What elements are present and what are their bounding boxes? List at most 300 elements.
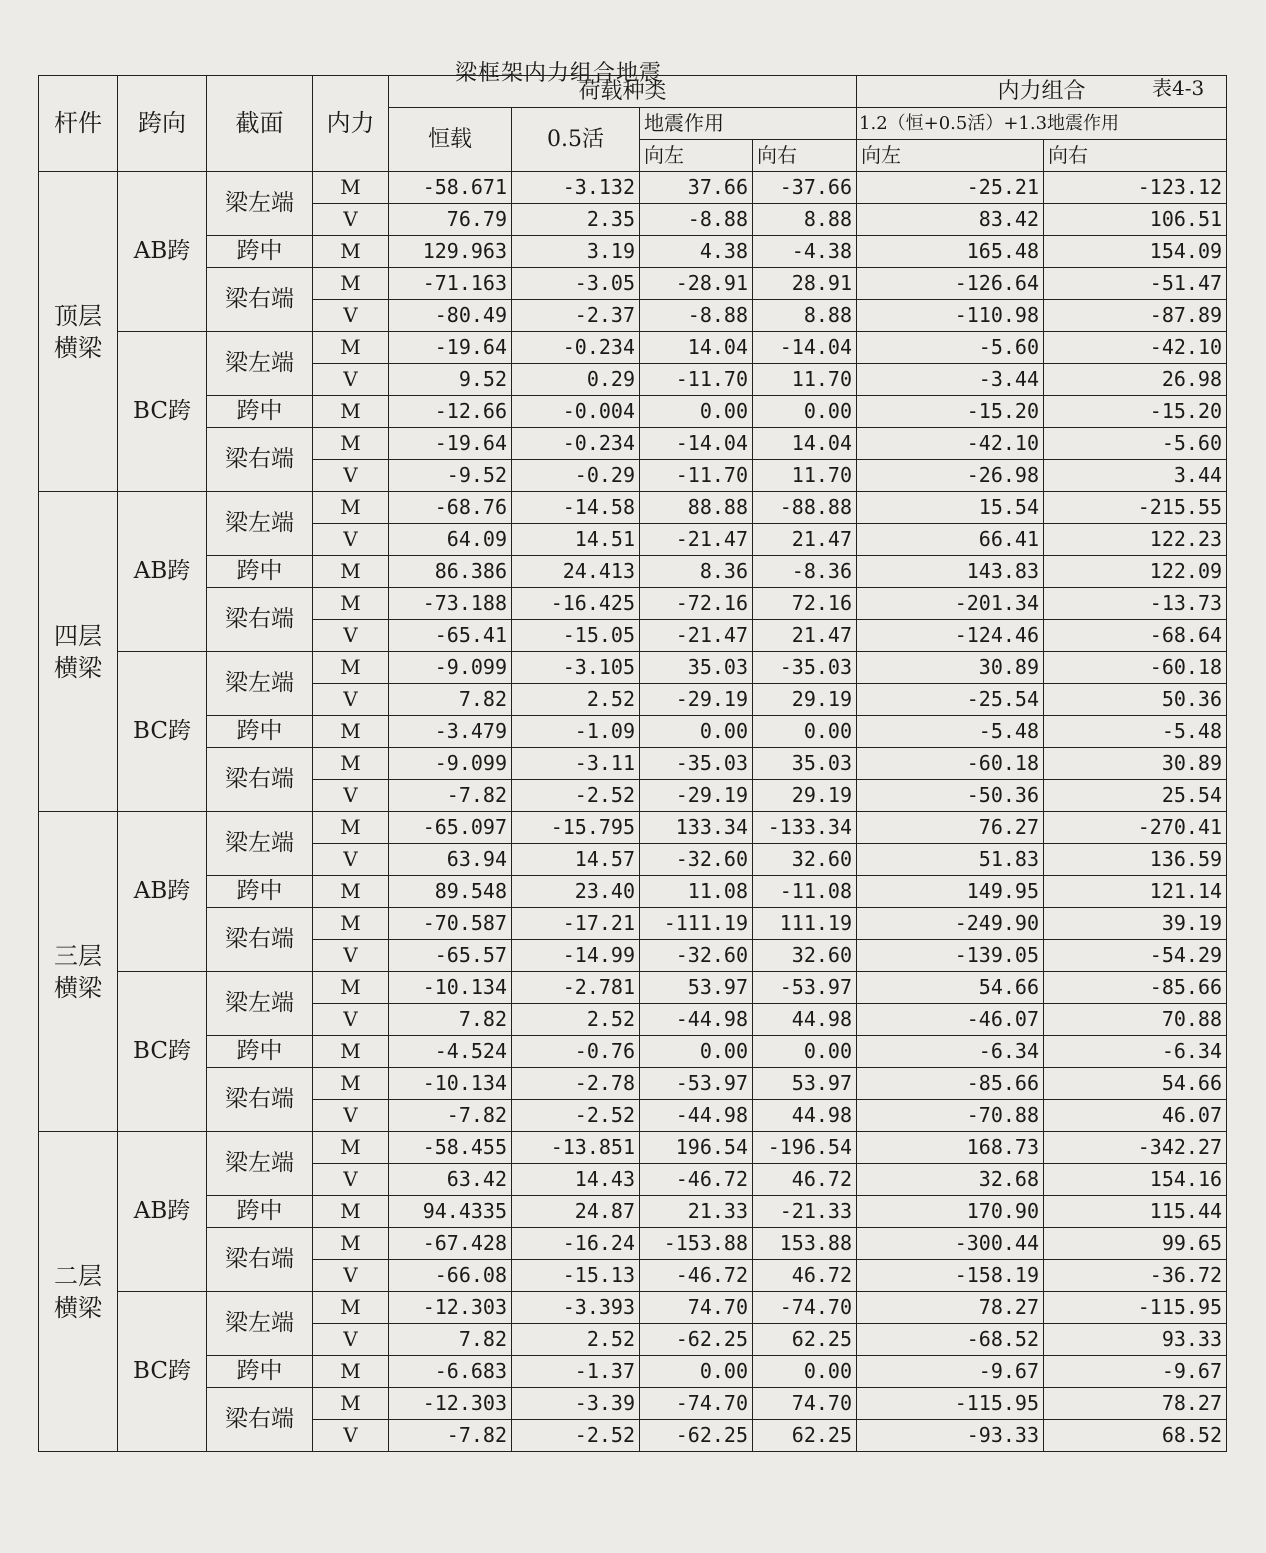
- dead-load-cell: -70.587: [389, 908, 512, 940]
- seismic-right-cell: 74.70: [753, 1388, 857, 1420]
- force-cell: V: [313, 1420, 389, 1452]
- seismic-right-cell: 35.03: [753, 748, 857, 780]
- dead-load-cell: -80.49: [389, 300, 512, 332]
- seismic-left-cell: -35.03: [640, 748, 753, 780]
- combination-left-cell: -300.44: [857, 1228, 1044, 1260]
- combination-left-cell: 15.54: [857, 492, 1044, 524]
- section-cell: 梁左端: [207, 1292, 313, 1356]
- combination-right-cell: -87.89: [1044, 300, 1227, 332]
- force-cell: V: [313, 1164, 389, 1196]
- combination-left-cell: -139.05: [857, 940, 1044, 972]
- header-seismic: 地震作用: [640, 108, 857, 140]
- header-combination-left: 向左: [857, 140, 1044, 172]
- live-load-cell: 14.51: [512, 524, 640, 556]
- section-cell: 跨中: [207, 1196, 313, 1228]
- live-load-cell: -2.52: [512, 780, 640, 812]
- dead-load-cell: 129.963: [389, 236, 512, 268]
- combination-left-cell: -5.60: [857, 332, 1044, 364]
- combination-right-cell: 26.98: [1044, 364, 1227, 396]
- seismic-right-cell: -88.88: [753, 492, 857, 524]
- seismic-right-cell: -53.97: [753, 972, 857, 1004]
- section-cell: 梁右端: [207, 748, 313, 812]
- header-dead-load: 恒载: [389, 108, 512, 172]
- seismic-right-cell: 44.98: [753, 1004, 857, 1036]
- seismic-left-cell: -21.47: [640, 524, 753, 556]
- section-cell: 梁左端: [207, 492, 313, 556]
- seismic-left-cell: -21.47: [640, 620, 753, 652]
- force-cell: V: [313, 204, 389, 236]
- live-load-cell: 14.43: [512, 1164, 640, 1196]
- combination-left-cell: -85.66: [857, 1068, 1044, 1100]
- seismic-left-cell: 0.00: [640, 396, 753, 428]
- dead-load-cell: -4.524: [389, 1036, 512, 1068]
- combination-left-cell: -249.90: [857, 908, 1044, 940]
- section-cell: 跨中: [207, 1036, 313, 1068]
- span-cell: AB跨: [118, 492, 207, 652]
- force-cell: M: [313, 172, 389, 204]
- span-cell: BC跨: [118, 652, 207, 812]
- member-cell: 顶层 横梁: [39, 172, 118, 492]
- dead-load-cell: -6.683: [389, 1356, 512, 1388]
- force-cell: M: [313, 556, 389, 588]
- live-load-cell: 3.19: [512, 236, 640, 268]
- dead-load-cell: 7.82: [389, 1004, 512, 1036]
- force-cell: V: [313, 524, 389, 556]
- live-load-cell: -0.29: [512, 460, 640, 492]
- seismic-right-cell: 0.00: [753, 1356, 857, 1388]
- combination-left-cell: 83.42: [857, 204, 1044, 236]
- dead-load-cell: 7.82: [389, 1324, 512, 1356]
- seismic-left-cell: -14.04: [640, 428, 753, 460]
- combination-left-cell: -15.20: [857, 396, 1044, 428]
- dead-load-cell: -12.303: [389, 1292, 512, 1324]
- combination-right-cell: -42.10: [1044, 332, 1227, 364]
- seismic-right-cell: 28.91: [753, 268, 857, 300]
- table-row: [39, 1228, 1227, 1260]
- seismic-right-cell: -21.33: [753, 1196, 857, 1228]
- seismic-left-cell: -53.97: [640, 1068, 753, 1100]
- table-row: [39, 1036, 1227, 1068]
- force-cell: V: [313, 460, 389, 492]
- table-row: [39, 908, 1227, 940]
- table-row: [39, 1132, 1227, 1164]
- table-row: [39, 1292, 1227, 1324]
- combination-right-cell: 121.14: [1044, 876, 1227, 908]
- section-cell: 跨中: [207, 876, 313, 908]
- dead-load-cell: -68.76: [389, 492, 512, 524]
- seismic-right-cell: 29.19: [753, 684, 857, 716]
- seismic-right-cell: 32.60: [753, 844, 857, 876]
- seismic-left-cell: -29.19: [640, 780, 753, 812]
- force-cell: M: [313, 588, 389, 620]
- combination-left-cell: 78.27: [857, 1292, 1044, 1324]
- span-cell: BC跨: [118, 972, 207, 1132]
- live-load-cell: 2.52: [512, 684, 640, 716]
- span-cell: AB跨: [118, 812, 207, 972]
- combination-left-cell: -126.64: [857, 268, 1044, 300]
- live-load-cell: -14.99: [512, 940, 640, 972]
- span-cell: AB跨: [118, 1132, 207, 1292]
- seismic-right-cell: 53.97: [753, 1068, 857, 1100]
- live-load-cell: -2.52: [512, 1100, 640, 1132]
- seismic-left-cell: 21.33: [640, 1196, 753, 1228]
- dead-load-cell: -7.82: [389, 780, 512, 812]
- live-load-cell: -0.76: [512, 1036, 640, 1068]
- seismic-left-cell: -32.60: [640, 940, 753, 972]
- seismic-right-cell: 0.00: [753, 1036, 857, 1068]
- force-cell: M: [313, 1196, 389, 1228]
- seismic-right-cell: -37.66: [753, 172, 857, 204]
- header-seismic-right: 向右: [753, 140, 857, 172]
- combination-right-cell: -85.66: [1044, 972, 1227, 1004]
- seismic-left-cell: 0.00: [640, 1356, 753, 1388]
- seismic-right-cell: 8.88: [753, 300, 857, 332]
- force-cell: V: [313, 1004, 389, 1036]
- combination-right-cell: -6.34: [1044, 1036, 1227, 1068]
- combination-right-cell: 78.27: [1044, 1388, 1227, 1420]
- dead-load-cell: -10.134: [389, 1068, 512, 1100]
- combination-right-cell: 136.59: [1044, 844, 1227, 876]
- combination-left-cell: -25.54: [857, 684, 1044, 716]
- combination-left-cell: -93.33: [857, 1420, 1044, 1452]
- force-cell: V: [313, 364, 389, 396]
- section-cell: 梁右端: [207, 268, 313, 332]
- force-cell: M: [313, 748, 389, 780]
- combination-right-cell: -51.47: [1044, 268, 1227, 300]
- seismic-left-cell: 196.54: [640, 1132, 753, 1164]
- dead-load-cell: -73.188: [389, 588, 512, 620]
- seismic-right-cell: 153.88: [753, 1228, 857, 1260]
- seismic-right-cell: 11.70: [753, 460, 857, 492]
- combination-left-cell: 32.68: [857, 1164, 1044, 1196]
- combination-right-cell: 115.44: [1044, 1196, 1227, 1228]
- force-cell: V: [313, 300, 389, 332]
- seismic-left-cell: 0.00: [640, 1036, 753, 1068]
- seismic-left-cell: 37.66: [640, 172, 753, 204]
- combination-left-cell: -50.36: [857, 780, 1044, 812]
- table-row: [39, 652, 1227, 684]
- member-cell: 二层 横梁: [39, 1132, 118, 1452]
- combination-left-cell: 30.89: [857, 652, 1044, 684]
- seismic-right-cell: 46.72: [753, 1164, 857, 1196]
- combination-left-cell: -201.34: [857, 588, 1044, 620]
- section-cell: 梁右端: [207, 588, 313, 652]
- section-cell: 梁左端: [207, 812, 313, 876]
- seismic-right-cell: 29.19: [753, 780, 857, 812]
- force-cell: M: [313, 652, 389, 684]
- table-row: [39, 876, 1227, 908]
- combination-right-cell: 30.89: [1044, 748, 1227, 780]
- force-cell: V: [313, 1260, 389, 1292]
- force-cell: V: [313, 780, 389, 812]
- dead-load-cell: -58.671: [389, 172, 512, 204]
- combination-left-cell: -5.48: [857, 716, 1044, 748]
- header-combination: 内力组合: [857, 76, 1227, 108]
- force-cell: M: [313, 396, 389, 428]
- combination-right-cell: 3.44: [1044, 460, 1227, 492]
- seismic-left-cell: 88.88: [640, 492, 753, 524]
- combination-right-cell: 50.36: [1044, 684, 1227, 716]
- combination-left-cell: -3.44: [857, 364, 1044, 396]
- section-cell: 跨中: [207, 556, 313, 588]
- span-cell: AB跨: [118, 172, 207, 332]
- combination-right-cell: 99.65: [1044, 1228, 1227, 1260]
- seismic-left-cell: -111.19: [640, 908, 753, 940]
- combination-left-cell: 76.27: [857, 812, 1044, 844]
- section-cell: 跨中: [207, 1356, 313, 1388]
- header-span: 跨向: [118, 76, 207, 172]
- combination-right-cell: -13.73: [1044, 588, 1227, 620]
- live-load-cell: -17.21: [512, 908, 640, 940]
- combination-left-cell: 165.48: [857, 236, 1044, 268]
- combination-right-cell: 68.52: [1044, 1420, 1227, 1452]
- live-load-cell: -2.78: [512, 1068, 640, 1100]
- dead-load-cell: 64.09: [389, 524, 512, 556]
- seismic-right-cell: -11.08: [753, 876, 857, 908]
- internal-force-table: [38, 75, 1227, 1452]
- dead-load-cell: -3.479: [389, 716, 512, 748]
- seismic-right-cell: -8.36: [753, 556, 857, 588]
- live-load-cell: -0.234: [512, 332, 640, 364]
- table-row: [39, 1388, 1227, 1420]
- force-cell: M: [313, 1068, 389, 1100]
- force-cell: M: [313, 1036, 389, 1068]
- member-cell: 三层 横梁: [39, 812, 118, 1132]
- combination-left-cell: -46.07: [857, 1004, 1044, 1036]
- live-load-cell: 2.52: [512, 1004, 640, 1036]
- table-body: [39, 172, 1227, 1452]
- header-live-load: 0.5活: [512, 108, 640, 172]
- live-load-cell: 14.57: [512, 844, 640, 876]
- seismic-right-cell: 0.00: [753, 396, 857, 428]
- table-row: [39, 428, 1227, 460]
- seismic-left-cell: -32.60: [640, 844, 753, 876]
- table-number: 表4-3: [1152, 76, 1205, 100]
- seismic-right-cell: 21.47: [753, 620, 857, 652]
- header-combination-formula: 1.2（恒+0.5活）+1.3地震作用: [857, 108, 1227, 140]
- header-force: 内力: [313, 76, 389, 172]
- dead-load-cell: -71.163: [389, 268, 512, 300]
- dead-load-cell: -65.57: [389, 940, 512, 972]
- combination-right-cell: -123.12: [1044, 172, 1227, 204]
- seismic-left-cell: 4.38: [640, 236, 753, 268]
- dead-load-cell: 9.52: [389, 364, 512, 396]
- table-row: [39, 972, 1227, 1004]
- dead-load-cell: 89.548: [389, 876, 512, 908]
- live-load-cell: -2.37: [512, 300, 640, 332]
- force-cell: M: [313, 268, 389, 300]
- section-cell: 跨中: [207, 716, 313, 748]
- combination-left-cell: 143.83: [857, 556, 1044, 588]
- seismic-left-cell: -8.88: [640, 300, 753, 332]
- combination-left-cell: 66.41: [857, 524, 1044, 556]
- combination-right-cell: -270.41: [1044, 812, 1227, 844]
- combination-right-cell: 54.66: [1044, 1068, 1227, 1100]
- live-load-cell: -3.11: [512, 748, 640, 780]
- table-row: [39, 332, 1227, 364]
- seismic-left-cell: -62.25: [640, 1420, 753, 1452]
- seismic-left-cell: 133.34: [640, 812, 753, 844]
- force-cell: M: [313, 1292, 389, 1324]
- combination-left-cell: -68.52: [857, 1324, 1044, 1356]
- combination-right-cell: -9.67: [1044, 1356, 1227, 1388]
- member-cell: 四层 横梁: [39, 492, 118, 812]
- table-row: [39, 236, 1227, 268]
- header-load-types: 荷载种类: [389, 76, 857, 108]
- table-row: [39, 268, 1227, 300]
- seismic-right-cell: 46.72: [753, 1260, 857, 1292]
- seismic-right-cell: -35.03: [753, 652, 857, 684]
- combination-right-cell: -68.64: [1044, 620, 1227, 652]
- header-seismic-left: 向左: [640, 140, 753, 172]
- combination-right-cell: -60.18: [1044, 652, 1227, 684]
- seismic-left-cell: -74.70: [640, 1388, 753, 1420]
- live-load-cell: -0.234: [512, 428, 640, 460]
- table-row: [39, 172, 1227, 204]
- combination-left-cell: 168.73: [857, 1132, 1044, 1164]
- dead-load-cell: -19.64: [389, 428, 512, 460]
- seismic-left-cell: 53.97: [640, 972, 753, 1004]
- live-load-cell: -16.425: [512, 588, 640, 620]
- header-section: 截面: [207, 76, 313, 172]
- combination-right-cell: -215.55: [1044, 492, 1227, 524]
- live-load-cell: -3.132: [512, 172, 640, 204]
- live-load-cell: -3.105: [512, 652, 640, 684]
- table-row: [39, 748, 1227, 780]
- seismic-left-cell: -46.72: [640, 1260, 753, 1292]
- live-load-cell: -16.24: [512, 1228, 640, 1260]
- force-cell: V: [313, 844, 389, 876]
- combination-left-cell: -158.19: [857, 1260, 1044, 1292]
- combination-right-cell: 122.09: [1044, 556, 1227, 588]
- dead-load-cell: 63.94: [389, 844, 512, 876]
- seismic-left-cell: 11.08: [640, 876, 753, 908]
- table-row: [39, 588, 1227, 620]
- seismic-left-cell: -62.25: [640, 1324, 753, 1356]
- seismic-right-cell: 62.25: [753, 1324, 857, 1356]
- force-cell: M: [313, 332, 389, 364]
- force-cell: M: [313, 812, 389, 844]
- seismic-right-cell: 111.19: [753, 908, 857, 940]
- live-load-cell: -15.795: [512, 812, 640, 844]
- dead-load-cell: -12.303: [389, 1388, 512, 1420]
- seismic-right-cell: 0.00: [753, 716, 857, 748]
- seismic-left-cell: -29.19: [640, 684, 753, 716]
- live-load-cell: -14.58: [512, 492, 640, 524]
- seismic-left-cell: -11.70: [640, 364, 753, 396]
- force-cell: V: [313, 620, 389, 652]
- dead-load-cell: 94.4335: [389, 1196, 512, 1228]
- span-cell: BC跨: [118, 332, 207, 492]
- combination-left-cell: 170.90: [857, 1196, 1044, 1228]
- dead-load-cell: -10.134: [389, 972, 512, 1004]
- table-row: [39, 492, 1227, 524]
- force-cell: M: [313, 716, 389, 748]
- seismic-right-cell: 72.16: [753, 588, 857, 620]
- combination-left-cell: -9.67: [857, 1356, 1044, 1388]
- table-row: [39, 1196, 1227, 1228]
- combination-left-cell: -60.18: [857, 748, 1044, 780]
- dead-load-cell: -7.82: [389, 1100, 512, 1132]
- live-load-cell: -1.09: [512, 716, 640, 748]
- seismic-right-cell: -14.04: [753, 332, 857, 364]
- combination-right-cell: 93.33: [1044, 1324, 1227, 1356]
- seismic-right-cell: 32.60: [753, 940, 857, 972]
- live-load-cell: 2.35: [512, 204, 640, 236]
- section-cell: 梁右端: [207, 1388, 313, 1452]
- force-cell: V: [313, 940, 389, 972]
- live-load-cell: -1.37: [512, 1356, 640, 1388]
- seismic-left-cell: 35.03: [640, 652, 753, 684]
- live-load-cell: -3.393: [512, 1292, 640, 1324]
- force-cell: M: [313, 492, 389, 524]
- live-load-cell: -13.851: [512, 1132, 640, 1164]
- seismic-left-cell: -8.88: [640, 204, 753, 236]
- force-cell: M: [313, 972, 389, 1004]
- combination-right-cell: 122.23: [1044, 524, 1227, 556]
- header-member: 杆件: [39, 76, 118, 172]
- force-cell: M: [313, 1356, 389, 1388]
- section-cell: 梁右端: [207, 908, 313, 972]
- dead-load-cell: -65.097: [389, 812, 512, 844]
- span-cell: BC跨: [118, 1292, 207, 1452]
- combination-right-cell: -5.60: [1044, 428, 1227, 460]
- section-cell: 梁右端: [207, 1228, 313, 1292]
- combination-right-cell: -115.95: [1044, 1292, 1227, 1324]
- dead-load-cell: -7.82: [389, 1420, 512, 1452]
- seismic-left-cell: -11.70: [640, 460, 753, 492]
- seismic-left-cell: -44.98: [640, 1004, 753, 1036]
- dead-load-cell: -66.08: [389, 1260, 512, 1292]
- combination-right-cell: 154.16: [1044, 1164, 1227, 1196]
- section-cell: 梁左端: [207, 172, 313, 236]
- seismic-right-cell: 8.88: [753, 204, 857, 236]
- force-cell: M: [313, 1388, 389, 1420]
- live-load-cell: -3.05: [512, 268, 640, 300]
- seismic-right-cell: -74.70: [753, 1292, 857, 1324]
- live-load-cell: 24.413: [512, 556, 640, 588]
- force-cell: V: [313, 684, 389, 716]
- table-title: 梁框架内力组合地震: [455, 61, 663, 86]
- force-cell: V: [313, 1100, 389, 1132]
- dead-load-cell: -65.41: [389, 620, 512, 652]
- combination-left-cell: -42.10: [857, 428, 1044, 460]
- combination-right-cell: 25.54: [1044, 780, 1227, 812]
- seismic-left-cell: 0.00: [640, 716, 753, 748]
- combination-left-cell: -124.46: [857, 620, 1044, 652]
- table-row: [39, 1068, 1227, 1100]
- live-load-cell: 24.87: [512, 1196, 640, 1228]
- dead-load-cell: -9.099: [389, 652, 512, 684]
- dead-load-cell: -67.428: [389, 1228, 512, 1260]
- force-cell: M: [313, 1228, 389, 1260]
- combination-right-cell: 46.07: [1044, 1100, 1227, 1132]
- combination-right-cell: -5.48: [1044, 716, 1227, 748]
- force-cell: M: [313, 1132, 389, 1164]
- force-cell: M: [313, 236, 389, 268]
- force-cell: V: [313, 1324, 389, 1356]
- combination-left-cell: 54.66: [857, 972, 1044, 1004]
- dead-load-cell: -58.455: [389, 1132, 512, 1164]
- table-row: [39, 812, 1227, 844]
- seismic-left-cell: -46.72: [640, 1164, 753, 1196]
- section-cell: 梁左端: [207, 972, 313, 1036]
- header-combination-right: 向右: [1044, 140, 1227, 172]
- live-load-cell: 23.40: [512, 876, 640, 908]
- seismic-right-cell: -196.54: [753, 1132, 857, 1164]
- section-cell: 梁左端: [207, 332, 313, 396]
- combination-right-cell: -36.72: [1044, 1260, 1227, 1292]
